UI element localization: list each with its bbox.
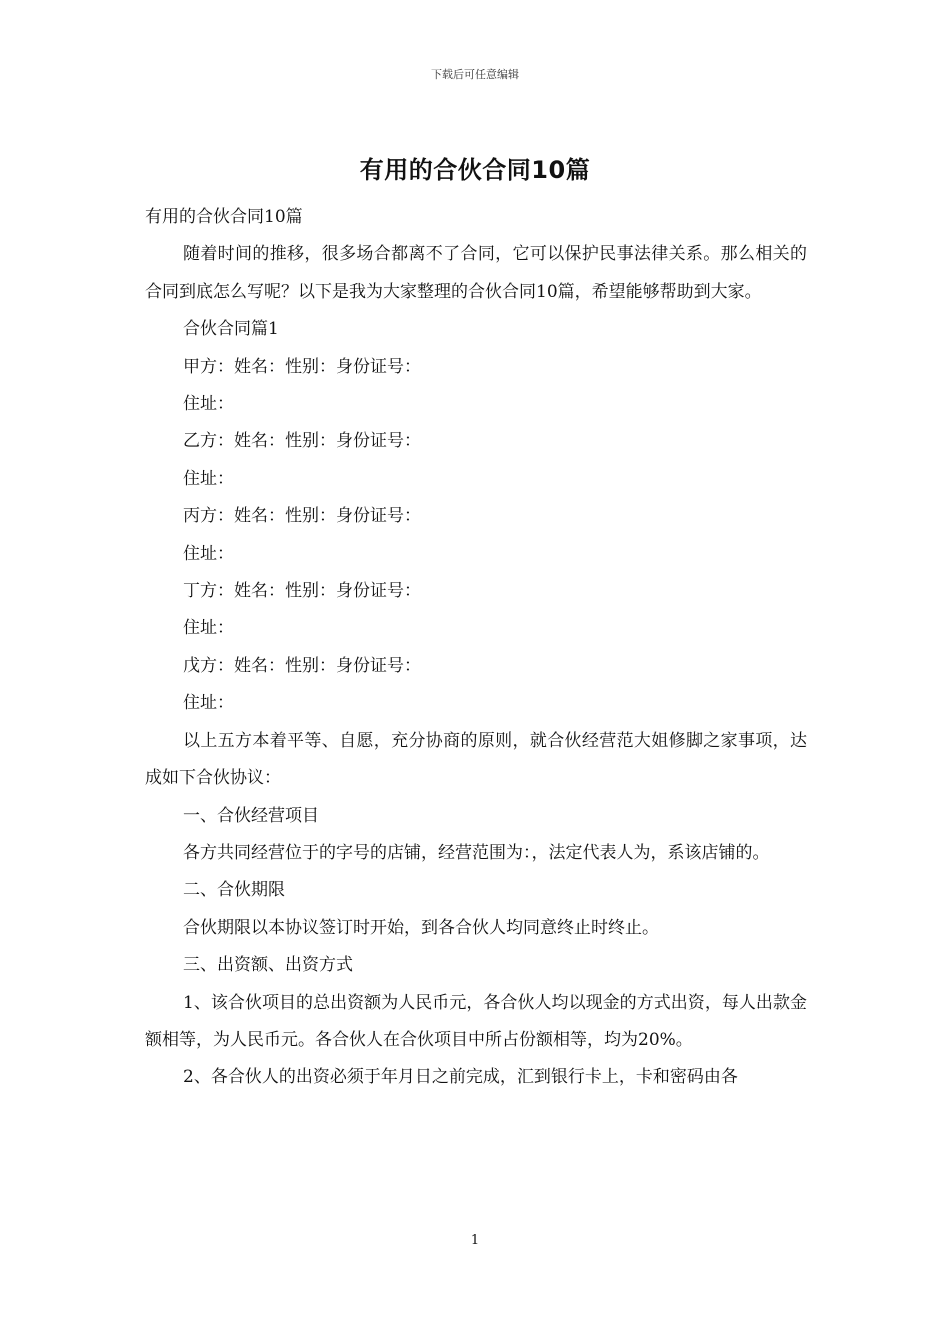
paragraph: 各方共同经营位于的字号的店铺，经营范围为：，法定代表人为，系该店铺的。 [183, 842, 770, 863]
paragraph: 合伙合同篇1 [183, 319, 279, 340]
paragraph: 有用的合伙合同10篇 [145, 207, 303, 227]
paragraph: 1、该合伙项目的总出资额为人民币元，各合伙人均以现金的方式出资，每人出款金额相等，为人民币元。各合伙人在合伙项目中所占份额相等，均为20%。 [145, 992, 807, 1050]
paragraph: 丙方：姓名：性别：身份证号： [183, 506, 421, 527]
paragraph: 以上五方本着平等、自愿，充分协商的原则，就合伙经营范大姐修脚之家事项，达成如下合伙协议： [145, 730, 807, 789]
paragraph: 丁方：姓名：性别：身份证号： [183, 581, 421, 602]
document-body [145, 199, 807, 1097]
paragraph: 住址： [183, 394, 234, 415]
paragraph: 住址： [183, 543, 234, 564]
paragraph: 一、合伙经营项目 [183, 805, 319, 826]
paragraph: 合伙期限以本协议签订时开始，到各合伙人均同意终止时终止。 [183, 917, 659, 938]
paragraph: 二、合伙期限 [183, 880, 285, 901]
paragraph: 住址： [183, 468, 234, 489]
page-number: 1 [470, 1233, 480, 1248]
page-header: 下载后可任意编辑 [431, 68, 519, 81]
paragraph: 戊方：姓名：性别：身份证号： [183, 655, 421, 676]
paragraph: 乙方：姓名：性别：身份证号： [183, 431, 421, 452]
paragraph: 住址： [183, 693, 234, 714]
paragraph: 甲方：姓名：性别：身份证号： [183, 356, 421, 377]
document-title: 有用的合伙合同10篇 [359, 156, 591, 184]
paragraph: 随着时间的推移，很多场合都离不了合同，它可以保护民事法律关系。那么相关的合同到底怎么写呢？以下是我为大家整理的合伙合同10篇，希望能够帮助到大家。 [145, 244, 807, 302]
paragraph: 三、出资额、出资方式 [183, 955, 353, 976]
paragraph: 2、各合伙人的出资必须于年月日之前完成，汇到银行卡上，卡和密码由各 [183, 1067, 738, 1088]
paragraph: 住址： [183, 618, 234, 639]
